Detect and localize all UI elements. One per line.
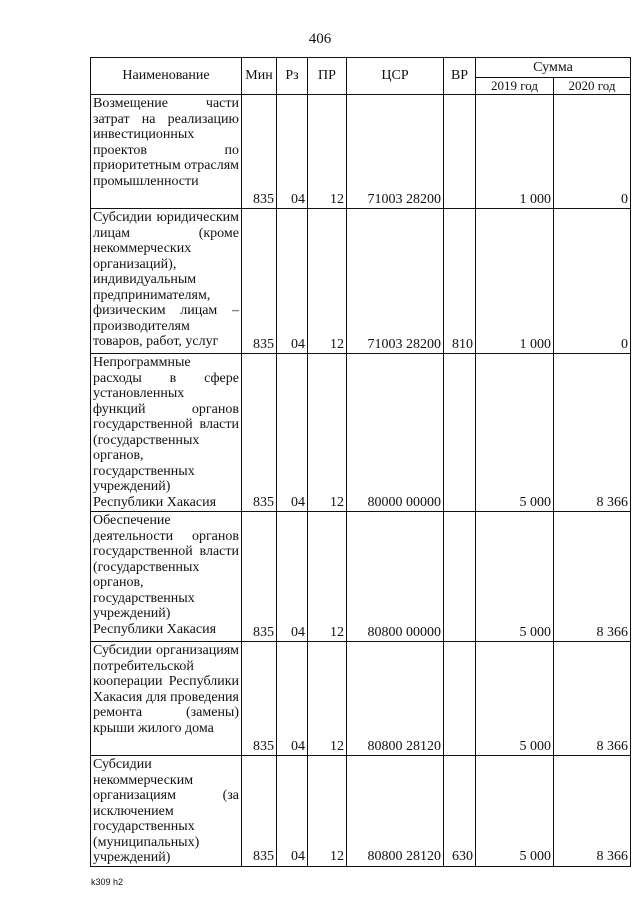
document-code: k309 h2 — [91, 877, 124, 887]
row-rz: 04 — [277, 512, 308, 642]
row-pr: 12 — [308, 642, 347, 756]
row-csr: 80000 00000 — [347, 354, 444, 512]
row-sum-2020: 8 366 — [554, 354, 631, 512]
table-row — [91, 209, 631, 354]
table-row — [91, 642, 631, 756]
row-name: Непрограммные расходы в сфере установленных функций органов государственной власти (государственных органов, государственных учреждений) Республики Хакасия — [91, 354, 242, 512]
header-rz: Рз — [277, 58, 308, 95]
row-sum-2020: 8 366 — [554, 756, 631, 867]
row-sum-2020: 0 — [554, 209, 631, 354]
header-name: Наименование — [91, 58, 242, 95]
row-min: 835 — [242, 642, 277, 756]
row-vr: 810 — [444, 209, 476, 354]
row-csr: 71003 28200 — [347, 209, 444, 354]
row-min: 835 — [242, 354, 277, 512]
row-rz: 04 — [277, 95, 308, 209]
row-rz: 04 — [277, 756, 308, 867]
row-pr: 12 — [308, 512, 347, 642]
row-pr: 12 — [308, 756, 347, 867]
row-csr: 80800 00000 — [347, 512, 444, 642]
row-vr — [444, 95, 476, 209]
header-2020: 2020 год — [554, 78, 631, 95]
row-sum-2019: 5 000 — [476, 756, 554, 867]
row-name: Возмещение части затрат на реализацию инвестиционных проектов по приоритетным отраслям промышленности — [91, 95, 242, 209]
row-name: Обеспечение деятельности органов государственной власти (государственных органов, государственных учреждений) Республики Хакасия — [91, 512, 242, 642]
budget-table — [90, 57, 631, 867]
header-2019: 2019 год — [476, 78, 554, 95]
row-rz: 04 — [277, 354, 308, 512]
row-name: Субсидии организациям потребительской кооперации Республики Хакасия для проведения ремонта (замены) крыши жилого дома — [91, 642, 242, 756]
row-rz: 04 — [277, 209, 308, 354]
row-vr — [444, 642, 476, 756]
row-sum-2019: 5 000 — [476, 354, 554, 512]
row-sum-2019: 1 000 — [476, 209, 554, 354]
header-pr: ПР — [308, 58, 347, 95]
row-rz: 04 — [277, 642, 308, 756]
table-row — [91, 354, 631, 512]
row-sum-2019: 5 000 — [476, 512, 554, 642]
row-name: Субсидии некоммерческим организациям (за исключением государственных (муниципальных) учреждений) — [91, 756, 242, 867]
row-min: 835 — [242, 756, 277, 867]
row-csr: 80800 28120 — [347, 756, 444, 867]
page-number: 406 — [308, 31, 332, 47]
row-name: Субсидии юридическим лицам (кроме некоммерческих организаций), индивидуальным предпринимателям, физическим лицам – производителям товаров, работ, услуг — [91, 209, 242, 354]
row-pr: 12 — [308, 95, 347, 209]
header-row — [91, 58, 631, 78]
table-row — [91, 512, 631, 642]
row-sum-2020: 0 — [554, 95, 631, 209]
row-csr: 80800 28120 — [347, 642, 444, 756]
row-sum-2020: 8 366 — [554, 642, 631, 756]
row-sum-2019: 5 000 — [476, 642, 554, 756]
row-csr: 71003 28200 — [347, 95, 444, 209]
table-row — [91, 95, 631, 209]
row-vr — [444, 354, 476, 512]
header-vr: ВР — [444, 58, 476, 95]
row-min: 835 — [242, 95, 277, 209]
header-sum: Сумма — [476, 58, 631, 78]
row-pr: 12 — [308, 354, 347, 512]
header-min: Мин — [242, 58, 277, 95]
row-vr — [444, 512, 476, 642]
row-min: 835 — [242, 512, 277, 642]
row-sum-2019: 1 000 — [476, 95, 554, 209]
row-pr: 12 — [308, 209, 347, 354]
table-row — [91, 756, 631, 867]
row-vr: 630 — [444, 756, 476, 867]
header-csr: ЦСР — [347, 58, 444, 95]
row-min: 835 — [242, 209, 277, 354]
row-sum-2020: 8 366 — [554, 512, 631, 642]
